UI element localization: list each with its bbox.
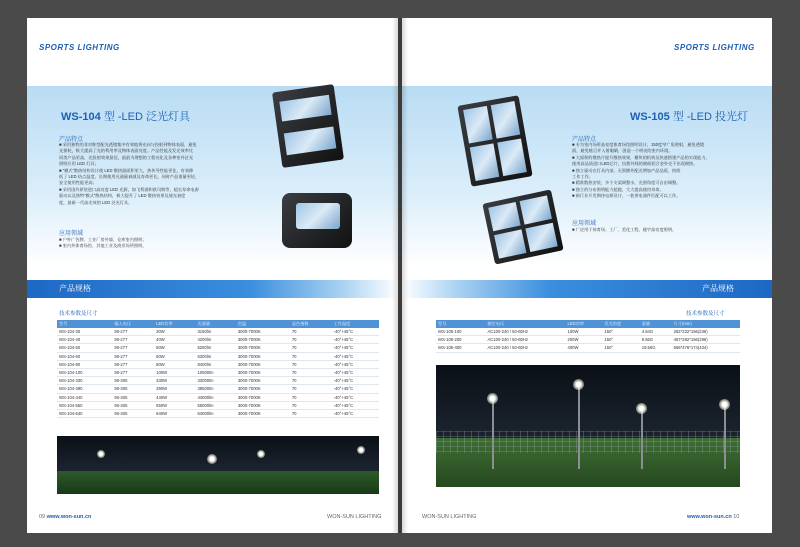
feature-line: ■ “模式”散热结构设计使 LED 散热器面积更大，热传导性能更佳，有效降: [59, 167, 194, 173]
table-cell: -40°+45°C: [332, 393, 379, 401]
product-model: WS-104: [61, 111, 101, 123]
col-header: 工作温度: [332, 320, 379, 328]
table-cell: 19.56G: [640, 344, 672, 352]
table-cell: 150°: [602, 344, 639, 352]
table-cell: 4200lm: [195, 336, 235, 344]
table-cell: 3000-7000K: [236, 385, 290, 393]
table-cell: 282*232*156(236): [672, 328, 740, 336]
company-name-left: WON-SUN LIGHTING: [327, 514, 382, 520]
table-cell: WS-104-100: [57, 368, 112, 376]
table-cell: 3000-7000K: [236, 368, 290, 376]
table-cell: 70: [290, 377, 332, 385]
left-page: [27, 18, 398, 533]
col-header: 显色指数: [290, 320, 332, 328]
table-cell: 100W: [154, 368, 195, 376]
table-cell: -40°+45°C: [332, 368, 379, 376]
feature-line: 工作工作。: [572, 174, 593, 180]
col-header: 型号: [57, 320, 112, 328]
feature-line: 光损耗，极大提高了光的利用率及物体表面亮度。产品性能及发光效率比: [59, 148, 194, 154]
spec-table-right: [436, 320, 740, 353]
table-row: [436, 336, 740, 344]
table-row: [57, 368, 379, 376]
page-number-left: 09: [39, 514, 46, 520]
feature-line: 照明应用 LED 灯具；: [59, 161, 99, 167]
product-name: 型 -LED 投光灯: [672, 111, 748, 123]
table-row: [57, 344, 379, 352]
footer-right: [687, 514, 739, 520]
table-row: [57, 377, 379, 385]
spec-table-left: [57, 320, 379, 418]
table-cell: 9.56G: [640, 336, 672, 344]
table-cell: 90-277: [112, 336, 154, 344]
table-cell: WS-104-550: [57, 401, 112, 409]
table-cell: 4.84G: [640, 328, 672, 336]
feature-line: ■ 新行业开发期待电源设计，一套供电器件匹配可以工作。: [572, 193, 681, 199]
feature-line: 面，避免眩目并入射眼睛，创造一个明亮的室内环境。: [572, 148, 673, 154]
table-cell: 33000lm: [195, 377, 235, 385]
table-cell: 70: [290, 328, 332, 336]
feature-line: ■ 专为室内场所高亮度体育场馆照明设计，150度窄广角照射，避免透镜: [572, 142, 705, 147]
table-row: [57, 401, 379, 409]
table-cell: 150°: [602, 328, 639, 336]
table-cell: 200W: [566, 336, 603, 344]
table-cell: 70: [290, 401, 332, 409]
brand-logo-right: SPORTS LIGHTING: [674, 43, 755, 52]
table-cell: 3000-7000K: [236, 328, 290, 336]
table-cell: -40°+45°C: [332, 344, 379, 352]
col-header: 型号: [436, 320, 485, 328]
app-heading-left: 应用领域: [59, 231, 84, 237]
table-cell: 3000-7000K: [236, 377, 290, 385]
product-title-left: [61, 108, 190, 124]
feature-line: 低了 LED 结点温度，长期使用光通量衰减及寿命更长，同时产品重量更轻，: [59, 174, 200, 180]
col-header: LED功率: [154, 320, 195, 328]
app-line: ■ 户外广告牌、工业厂房外墙、仓库室内照明；: [59, 237, 147, 242]
table-cell: 60W: [154, 352, 195, 360]
table-cell: 440W: [154, 393, 195, 401]
table-cell: 70: [290, 385, 332, 393]
table-cell: -40°+45°C: [332, 409, 379, 417]
floodlight-image-1: [272, 84, 344, 168]
feature-line: 驱动以及独特“模式”散热结构，极大提升了 LED 散热效果及使光衰度: [59, 193, 186, 199]
table-cell: AC100-240 / 50-60Hz: [485, 336, 565, 344]
spec-title-left: 产品规格: [59, 284, 91, 293]
table-row: [436, 344, 740, 352]
feature-line: 度，最新一代高光效的 LED 泛光灯具。: [59, 199, 133, 205]
col-header: 色温: [236, 320, 290, 328]
table-row: [57, 360, 379, 368]
table-cell: WS-104-60: [57, 352, 112, 360]
col-header: LED功率: [566, 320, 603, 328]
table-cell: 390W: [154, 385, 195, 393]
table-cell: 3000-7000K: [236, 360, 290, 368]
table-cell: 6300lm: [195, 352, 235, 360]
feature-line: ■ 采用国外原装进口高亮度 LED 光源，如飞利浦和欧司朗等，超长寿命电源: [59, 186, 199, 192]
table-cell: 64000lm: [195, 409, 235, 417]
table-cell: WS-104-30: [57, 328, 112, 336]
stadium-photo-right: [436, 365, 740, 487]
table-cell: -40°+45°C: [332, 360, 379, 368]
table-cell: 44000lm: [195, 393, 235, 401]
table-cell: WS-104-50: [57, 344, 112, 352]
table-cell: 90-305: [112, 401, 154, 409]
website-link-right[interactable]: www.won-sun.cn: [687, 514, 732, 520]
feature-line: ■ 大面积的散热片提升散热效果，模块的机构及快速搭建产品的实现能力。: [572, 154, 710, 160]
features-list-right: [572, 142, 762, 200]
table-row: [57, 393, 379, 401]
table-cell: 566*476*174(434): [672, 344, 740, 352]
table-cell: 90-305: [112, 409, 154, 417]
col-header: 光通量: [195, 320, 235, 328]
table-cell: 90-277: [112, 328, 154, 336]
table-cell: -40°+45°C: [332, 328, 379, 336]
table-cell: 70: [290, 336, 332, 344]
app-line: ■ 广泛用于体育场、工厂、美化工程、楼宇高亮度照明。: [572, 227, 677, 232]
table-cell: WS-104-390: [57, 385, 112, 393]
table-cell: 90-305: [112, 393, 154, 401]
table-cell: 90-277: [112, 368, 154, 376]
table-cell: 8400lm: [195, 360, 235, 368]
table-row: [57, 352, 379, 360]
col-header: 输入电压: [112, 320, 154, 328]
table-cell: 70: [290, 368, 332, 376]
floodlight-image-2: [282, 193, 352, 248]
feature-line: 同类产品更高，光投射效果最佳，最最为理想的工程亮化及各种室外泛光: [59, 154, 194, 160]
table-cell: 3000-7000K: [236, 409, 290, 417]
table-cell: 640W: [154, 409, 195, 417]
table-cell: 70: [290, 393, 332, 401]
table-cell: WS-105-100: [436, 328, 485, 336]
table-cell: 330W: [154, 377, 195, 385]
col-header: 重量: [640, 320, 672, 328]
app-heading-right: 应用领域: [572, 221, 597, 227]
table-cell: WS-104-330: [57, 377, 112, 385]
table-cell: 90-277: [112, 344, 154, 352]
table-cell: 10500lm: [195, 368, 235, 376]
feature-line: ■ 独立驱动在灯具内部，无须额外配光增加产品品质，持续: [572, 167, 681, 173]
table-cell: 90-277: [112, 360, 154, 368]
table-cell: AC100-240 / 50-60Hz: [485, 328, 565, 336]
table-cell: 80W: [154, 360, 195, 368]
table-cell: -40°+45°C: [332, 377, 379, 385]
table-cell: 100W: [566, 328, 603, 336]
table-cell: 5250lm: [195, 344, 235, 352]
table-cell: 3000-7000K: [236, 401, 290, 409]
app-list-right: [572, 227, 762, 233]
brand-logo-left: SPORTS LIGHTING: [39, 43, 120, 52]
table-row: [57, 336, 379, 344]
table-cell: 30W: [154, 328, 195, 336]
table-cell: 40W: [154, 336, 195, 344]
feature-line: 安全使用性能更高；: [59, 180, 97, 186]
product-title-right: [630, 108, 748, 124]
table-cell: WS-104-440: [57, 393, 112, 401]
app-line: ■ 室内外体育场馆、其他工业及商业场所照明。: [59, 243, 147, 249]
product-model: WS-105: [630, 111, 670, 123]
footer-left: [39, 514, 91, 520]
table-cell: 467*282*156(296): [672, 336, 740, 344]
app-list-left: [59, 237, 254, 250]
table-header-row: [436, 320, 740, 328]
features-heading-left: 产品特点: [59, 137, 84, 143]
table-cell: 50W: [154, 344, 195, 352]
table-cell: 3150lm: [195, 328, 235, 336]
table-cell: AC100-240 / 50-60Hz: [485, 344, 565, 352]
col-header: 尺寸(mm): [672, 320, 740, 328]
table-row: [57, 409, 379, 417]
page-number-right: 10: [733, 514, 740, 520]
feature-line: ■ 采用独特的非对称型配光透镜集中有效地将光向与投射到物体表面，避免: [59, 142, 197, 147]
table-cell: -40°+45°C: [332, 336, 379, 344]
table-cell: -40°+45°C: [332, 352, 379, 360]
table-cell: 70: [290, 352, 332, 360]
table-cell: 400W: [566, 344, 603, 352]
table-cell: 70: [290, 409, 332, 417]
right-page: [402, 18, 772, 533]
table-cell: WS-104-40: [57, 336, 112, 344]
book-gutter: [392, 18, 408, 533]
table-cell: 70: [290, 360, 332, 368]
feature-line: ■ 精准散热安装，多个支架调整水，光照角度可自由调整。: [572, 180, 681, 186]
col-header: 发光角度: [602, 320, 639, 328]
table-cell: 3000-7000K: [236, 352, 290, 360]
table-cell: 150°: [602, 336, 639, 344]
table-cell: 3000-7000K: [236, 336, 290, 344]
features-list-left: [59, 142, 254, 206]
table-cell: 70: [290, 344, 332, 352]
table-row: [57, 385, 379, 393]
table-header-row: [57, 320, 379, 328]
table-cell: 90-305: [112, 385, 154, 393]
table-cell: WS-105-200: [436, 336, 485, 344]
table-cell: -40°+45°C: [332, 385, 379, 393]
tech-title-left: 技术参数及尺寸: [59, 311, 98, 317]
features-heading-right: 产品特点: [572, 137, 597, 143]
table-cell: -40°+45°C: [332, 401, 379, 409]
feature-line: ■ 独立的分布照明能力超越，大大提高使用寿命。: [572, 186, 664, 192]
table-cell: 55000lm: [195, 401, 235, 409]
col-header: 额定电压: [485, 320, 565, 328]
product-name: 型 -LED 泛光灯具: [103, 111, 190, 123]
table-cell: WS-105-400: [436, 344, 485, 352]
table-cell: 3000-7000K: [236, 393, 290, 401]
stadium-photo-left: [57, 436, 379, 494]
spec-title-right: 产品规格: [702, 284, 734, 293]
table-cell: WS-104-640: [57, 409, 112, 417]
feature-line: 使用高品质进口LED芯片，抗紫外线的耐候铝合金外壳不出现腐蚀。: [572, 161, 698, 167]
table-cell: 38500lm: [195, 385, 235, 393]
company-name-right: WON-SUN LIGHTING: [422, 514, 477, 520]
table-cell: 3000-7000K: [236, 344, 290, 352]
table-row: [57, 328, 379, 336]
tech-title-right: 技术参数及尺寸: [686, 311, 725, 317]
website-link-left[interactable]: www.won-sun.cn: [46, 514, 92, 520]
table-cell: WS-104-80: [57, 360, 112, 368]
table-cell: 90-305: [112, 377, 154, 385]
table-cell: 90-277: [112, 352, 154, 360]
table-row: [436, 328, 740, 336]
table-cell: 550W: [154, 401, 195, 409]
